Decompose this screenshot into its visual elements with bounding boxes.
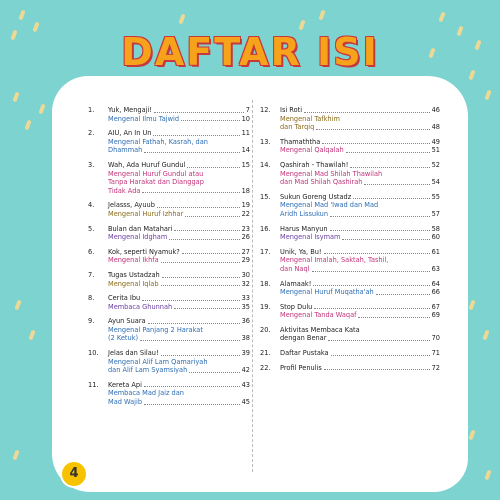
toc-line xyxy=(108,303,250,312)
toc-page-number: 58 xyxy=(431,224,440,233)
toc-page-number: 30 xyxy=(241,270,250,279)
toc-entry-number: 18. xyxy=(260,279,271,288)
toc-entry-number: 4. xyxy=(88,201,95,210)
toc-page-number: 39 xyxy=(241,349,250,358)
toc-line-text: Mengenal Mad Shilah Thawilah xyxy=(280,169,383,178)
toc-page-number: 27 xyxy=(241,247,250,256)
toc-entry-number: 10. xyxy=(88,349,99,358)
toc-entry[interactable] xyxy=(260,106,440,132)
toc-line xyxy=(108,349,250,358)
toc-line xyxy=(280,210,440,219)
toc-line xyxy=(108,334,250,343)
toc-line xyxy=(108,256,250,265)
toc-entry[interactable] xyxy=(260,303,440,320)
toc-entry[interactable] xyxy=(88,106,250,123)
toc-line xyxy=(280,265,440,274)
toc-line-text: Membaca Ghunnah xyxy=(108,302,173,311)
toc-page-number: 57 xyxy=(431,209,440,218)
toc-line-text: Jelas dan Silau! xyxy=(108,349,159,358)
toc-line xyxy=(108,146,250,155)
toc-page-number: 32 xyxy=(241,279,250,288)
toc-line-text: Tidak Ada xyxy=(108,186,141,195)
toc-line-text: Mengenal Isymam xyxy=(280,233,341,242)
dot-leader xyxy=(316,129,429,130)
toc-line-text: Mengenal Huruf Gundul atau xyxy=(108,169,204,178)
toc-entry-number: 1. xyxy=(88,106,95,114)
dot-leader xyxy=(140,340,240,341)
toc-line-text: Isi Roti xyxy=(280,106,303,114)
toc-page-number: 35 xyxy=(241,302,250,311)
dot-leader xyxy=(144,386,240,387)
decorative-dash xyxy=(18,10,25,21)
dot-leader xyxy=(154,112,244,113)
toc-page-number: 69 xyxy=(431,311,440,320)
toc-entry-number: 17. xyxy=(260,247,271,256)
dot-leader xyxy=(312,271,430,272)
toc-line xyxy=(280,178,440,187)
dot-leader xyxy=(161,355,240,356)
dot-leader xyxy=(350,167,429,168)
toc-line-text: dan Alif Lam Syamsiyah xyxy=(108,366,188,375)
toc-line-text: Profil Penulis xyxy=(280,363,322,372)
dot-leader xyxy=(376,294,430,295)
toc-line-text: AIU, An In Un xyxy=(108,129,152,138)
toc-page-number: 36 xyxy=(241,317,250,326)
dot-leader xyxy=(353,198,429,199)
toc-entry-number: 3. xyxy=(88,160,95,169)
toc-line-text: Tanpa Harakat dan Dianggap xyxy=(108,178,204,187)
toc-line xyxy=(280,106,440,115)
toc-column-right xyxy=(260,106,440,378)
toc-entry[interactable] xyxy=(88,201,250,218)
dot-leader xyxy=(313,285,429,286)
toc-line xyxy=(108,398,250,407)
toc-page-number: 54 xyxy=(431,178,440,187)
toc-entry-number: 19. xyxy=(260,302,271,311)
toc-page-number: 43 xyxy=(241,380,250,389)
toc-line-text: Unik, Ya, Bu! xyxy=(280,247,322,256)
dot-leader xyxy=(161,285,240,286)
toc-entry-number: 14. xyxy=(260,160,271,169)
toc-entry[interactable] xyxy=(260,326,440,343)
toc-line-text: dengan Benar xyxy=(280,334,327,343)
toc-entry-number: 5. xyxy=(88,224,95,233)
toc-page-number: 72 xyxy=(431,363,440,372)
toc-line-text: Cerita Ibu xyxy=(108,294,141,303)
toc-line-text: Ayun Suara xyxy=(108,317,146,326)
toc-entry-number: 12. xyxy=(260,106,271,114)
dot-leader xyxy=(161,262,240,263)
toc-line-text: Mengenal Mad 'Iwad dan Mad xyxy=(280,201,379,210)
toc-page-number: 23 xyxy=(241,224,250,233)
toc-entry-number: 16. xyxy=(260,224,271,233)
dot-leader xyxy=(181,120,240,121)
toc-entry[interactable] xyxy=(88,129,250,155)
toc-entry-number: 13. xyxy=(260,137,271,146)
toc-line xyxy=(280,138,440,147)
dot-leader xyxy=(187,167,239,168)
toc-line xyxy=(108,187,250,196)
toc-entry[interactable] xyxy=(260,138,440,155)
toc-line xyxy=(280,364,440,373)
toc-page-number: 38 xyxy=(241,334,250,343)
dot-leader xyxy=(331,355,430,356)
column-divider xyxy=(252,100,254,472)
decorative-dash xyxy=(484,470,491,481)
dot-leader xyxy=(346,152,430,153)
toc-line-text: Mengenal Ikhfa xyxy=(108,256,159,265)
toc-page-number: 33 xyxy=(241,294,250,303)
dot-leader xyxy=(182,253,240,254)
toc-line-text: Dhammah xyxy=(108,146,143,155)
toc-line xyxy=(280,225,440,234)
toc-entry[interactable] xyxy=(260,364,440,373)
toc-page-number: 70 xyxy=(431,334,440,343)
toc-line-text: Aridh Lissukun xyxy=(280,209,329,218)
toc-line-text: Kereta Api xyxy=(108,380,142,389)
toc-line xyxy=(280,303,440,312)
toc-line xyxy=(280,288,440,297)
toc-line xyxy=(280,161,440,170)
dot-leader xyxy=(162,277,240,278)
dot-leader xyxy=(324,253,430,254)
decorative-dash xyxy=(38,104,45,115)
dot-leader xyxy=(330,230,430,231)
toc-page-number: 14 xyxy=(241,146,250,155)
toc-line-text: Mengenal Qalqalah xyxy=(280,146,344,155)
toc-entry-number: 11. xyxy=(88,380,99,389)
toc-entry[interactable] xyxy=(260,280,440,297)
toc-page-number: 7 xyxy=(245,106,250,114)
decorative-dash xyxy=(12,92,19,103)
toc-line-text: Mengenal Alif Lam Qamariyah xyxy=(108,357,208,366)
toc-line-text: Mengenal Fathah, Kasrah, dan xyxy=(108,137,208,146)
toc-entry[interactable] xyxy=(260,193,440,219)
toc-page-number: 63 xyxy=(431,264,440,273)
toc-entry-number: 2. xyxy=(88,129,95,138)
toc-page-number: 46 xyxy=(431,106,440,114)
toc-line-text: Mengenal Panjang 2 Harakat xyxy=(108,325,203,334)
toc-page-number: 26 xyxy=(241,233,250,242)
toc-line-text: Mengenal Idgham xyxy=(108,233,168,242)
dot-leader xyxy=(189,372,239,373)
toc-line-text: Mengenal Tanda Waqaf xyxy=(280,311,357,320)
dot-leader xyxy=(169,239,239,240)
dot-leader xyxy=(142,300,239,301)
toc-page-number: 60 xyxy=(431,233,440,242)
dot-leader xyxy=(364,184,429,185)
toc-line xyxy=(280,146,440,155)
dot-leader xyxy=(142,192,239,193)
toc-line xyxy=(108,248,250,257)
toc-page-number: 64 xyxy=(431,279,440,288)
dot-leader xyxy=(314,308,429,309)
toc-entry-number: 15. xyxy=(260,192,271,201)
toc-entry[interactable] xyxy=(260,248,440,274)
dot-leader xyxy=(144,152,239,153)
toc-line-text: Kok, seperti Nyamuk? xyxy=(108,247,180,256)
toc-entry[interactable] xyxy=(260,349,440,358)
toc-line xyxy=(280,248,440,257)
toc-line xyxy=(280,334,440,343)
toc-page-number: 66 xyxy=(431,288,440,297)
toc-line xyxy=(108,381,250,390)
toc-column-left xyxy=(88,106,250,413)
dot-leader xyxy=(330,216,430,217)
toc-page-number: 52 xyxy=(431,160,440,169)
toc-line-text: Daftar Pustaka xyxy=(280,349,329,358)
toc-line xyxy=(108,233,250,242)
toc-line xyxy=(108,366,250,375)
toc-line-text: dan Mad Shilah Qashirah xyxy=(280,178,363,187)
decorative-dash xyxy=(318,10,325,21)
decorative-dash xyxy=(28,330,35,341)
toc-line xyxy=(108,317,250,326)
toc-line-text: Jelasss, Ayuub xyxy=(108,201,155,210)
decorative-dash xyxy=(438,12,445,23)
toc-line-text: (2 Ketuk) xyxy=(108,334,139,343)
toc-line-text: Stop Dulu xyxy=(280,302,313,311)
toc-entry[interactable] xyxy=(88,349,250,375)
decorative-dash xyxy=(468,430,475,441)
toc-page-number: 19 xyxy=(241,201,250,210)
toc-line-text: dan Tarqiq xyxy=(280,123,315,132)
toc-line-text: Harus Manyun xyxy=(280,224,328,233)
toc-line-text: Mengenal Iqlab xyxy=(108,279,159,288)
toc-line-text: Yuk, Mengaji! xyxy=(108,106,152,114)
toc-line-text: Aktivitas Membaca Kata xyxy=(280,325,360,334)
toc-line-text: Mad Wajib xyxy=(108,398,142,407)
decorative-dash xyxy=(298,20,305,31)
toc-entry[interactable] xyxy=(88,294,250,311)
toc-line-text: Alamaak! xyxy=(280,279,312,288)
toc-line-text: Thamaththa xyxy=(280,137,321,146)
toc-page-number: 71 xyxy=(431,349,440,358)
decorative-dash xyxy=(178,14,185,25)
toc-entry-number: 9. xyxy=(88,317,95,326)
dot-leader xyxy=(324,369,430,370)
toc-line-text: Tugas Ustadzah xyxy=(108,270,160,279)
decorative-dash xyxy=(12,450,19,461)
dot-leader xyxy=(174,308,239,309)
toc-line xyxy=(108,106,250,115)
toc-entry-number: 22. xyxy=(260,363,271,372)
toc-entry-number: 20. xyxy=(260,325,271,334)
toc-page-number: 67 xyxy=(431,302,440,311)
toc-line-text: Sukun Goreng Ustadz xyxy=(280,192,352,201)
toc-line-text: Mengenal Imalah, Saktah, Tashil, xyxy=(280,256,389,265)
toc-page-number: 45 xyxy=(241,398,250,407)
page-number: 4 xyxy=(62,462,86,486)
toc-page-number: 61 xyxy=(431,247,440,256)
toc-line xyxy=(108,271,250,280)
toc-page-number: 51 xyxy=(431,146,440,155)
toc-line-text: Mengenal Tafkhim xyxy=(280,114,340,123)
toc-line-text: Bulan dan Matahari xyxy=(108,224,173,233)
dot-leader xyxy=(304,112,430,113)
toc-line xyxy=(108,115,250,124)
decorative-dash xyxy=(468,300,475,311)
toc-line xyxy=(280,311,440,320)
toc-entry[interactable] xyxy=(88,381,250,407)
toc-line xyxy=(108,210,250,219)
toc-line xyxy=(280,233,440,242)
toc-page-number: 18 xyxy=(241,186,250,195)
toc-line-text: Qashirah - Thawilah! xyxy=(280,160,349,169)
toc-entry[interactable] xyxy=(88,271,250,288)
dot-leader xyxy=(185,216,239,217)
dot-leader xyxy=(342,239,429,240)
toc-entry-number: 7. xyxy=(88,270,95,279)
toc-page-number: 11 xyxy=(241,129,250,138)
toc-line-text: Mengenal Huruf Izhhar xyxy=(108,209,184,218)
dot-leader xyxy=(358,317,429,318)
toc-line-text: Mengenal Ilmu Tajwid xyxy=(108,114,180,123)
toc-entry[interactable] xyxy=(260,225,440,242)
toc-line-text: Mengenal Huruf Muqatha'ah xyxy=(280,288,374,297)
toc-line-text: dan Naql xyxy=(280,264,310,273)
dot-leader xyxy=(322,143,429,144)
toc-entry-number: 21. xyxy=(260,349,271,358)
toc-line xyxy=(280,193,440,202)
toc-page-number: 49 xyxy=(431,137,440,146)
dot-leader xyxy=(153,135,239,136)
toc-line xyxy=(108,225,250,234)
toc-page-number: 48 xyxy=(431,123,440,132)
toc-page-number: 42 xyxy=(241,366,250,375)
dot-leader xyxy=(144,404,240,405)
toc-line xyxy=(280,123,440,132)
toc-page-number: 15 xyxy=(241,160,250,169)
toc-entry[interactable] xyxy=(88,248,250,265)
decorative-dash xyxy=(24,120,31,131)
toc-line xyxy=(108,161,250,170)
toc-line-text: Wah, Ada Huruf Gundul xyxy=(108,160,186,169)
toc-page-number: 22 xyxy=(241,209,250,218)
decorative-dash xyxy=(484,90,491,101)
toc-line xyxy=(280,280,440,289)
toc-entry-number: 8. xyxy=(88,294,95,303)
toc-entry-number: 6. xyxy=(88,247,95,256)
toc-line-text: Membaca Mad Jaiz dan xyxy=(108,389,184,398)
decorative-dash xyxy=(14,300,21,311)
toc-page-number: 55 xyxy=(431,192,440,201)
toc-entry[interactable] xyxy=(88,161,250,195)
toc-entry[interactable] xyxy=(88,225,250,242)
dot-leader xyxy=(328,340,429,341)
toc-page-number: 10 xyxy=(241,114,250,123)
toc-page-number: 29 xyxy=(241,256,250,265)
toc-entry[interactable] xyxy=(88,317,250,343)
toc-line xyxy=(108,294,250,303)
toc-line xyxy=(108,280,250,289)
toc-line xyxy=(280,349,440,358)
toc-line xyxy=(108,129,250,138)
decorative-dash xyxy=(482,330,489,341)
dot-leader xyxy=(174,230,239,231)
page-title: DAFTAR ISI xyxy=(121,30,379,74)
toc-entry[interactable] xyxy=(260,161,440,187)
dot-leader xyxy=(148,323,240,324)
toc-line xyxy=(108,201,250,210)
dot-leader xyxy=(157,207,240,208)
